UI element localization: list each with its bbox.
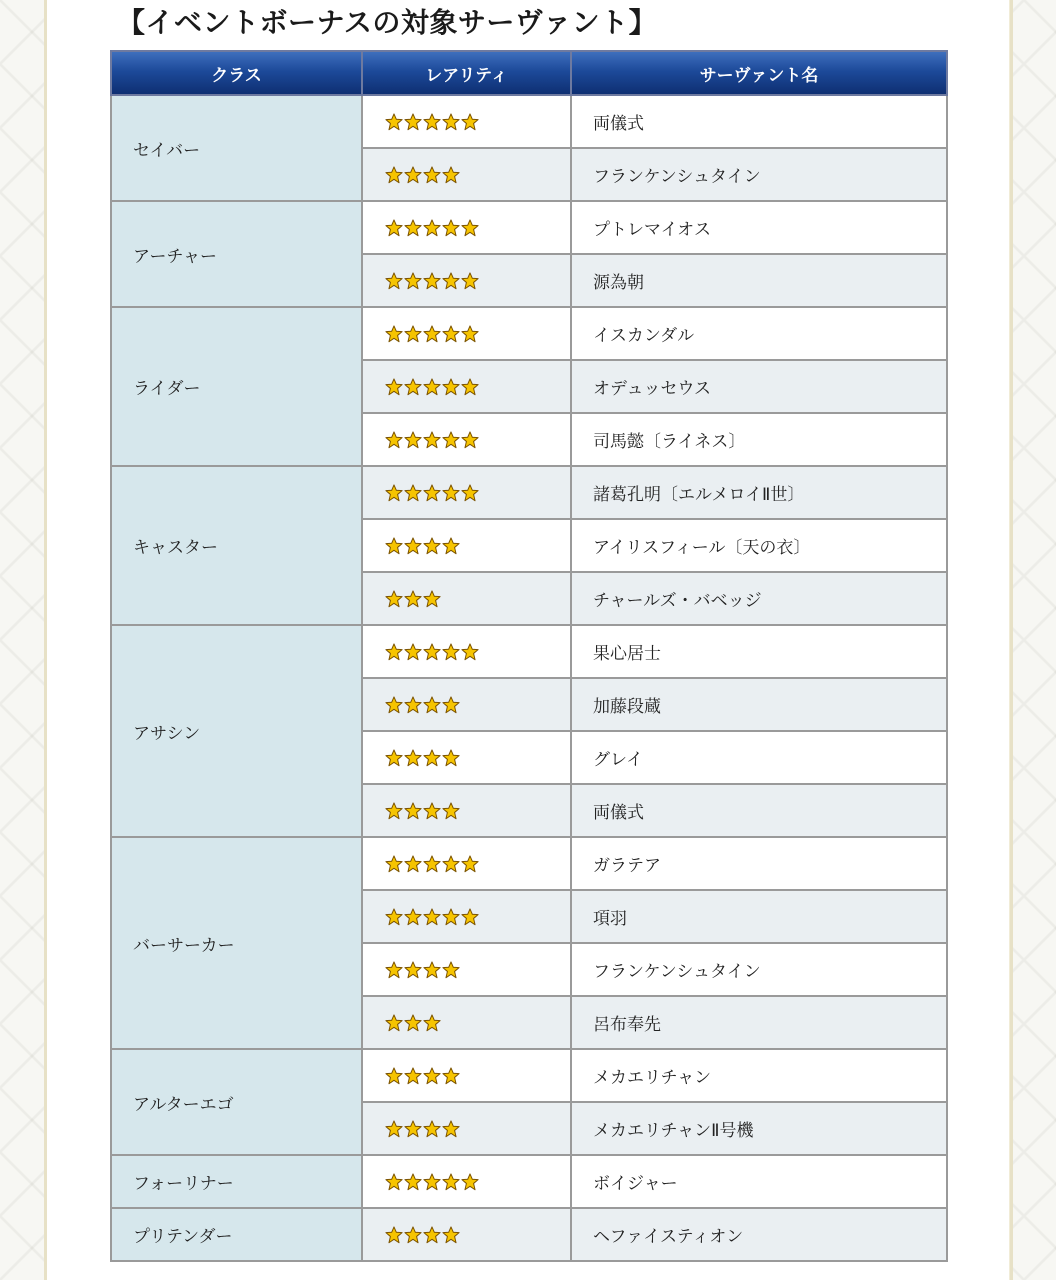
star-icon — [442, 1173, 460, 1191]
rarity-cell — [362, 413, 571, 466]
servant-name-cell: 諸葛孔明〔エルメロイⅡ世〕 — [571, 466, 947, 519]
star-icon — [404, 1067, 422, 1085]
star-icon — [423, 272, 441, 290]
rarity-cell — [362, 360, 571, 413]
star-icon — [442, 219, 460, 237]
star-icon — [461, 908, 479, 926]
star-icon — [385, 643, 403, 661]
rarity-cell — [362, 943, 571, 996]
column-header-rarity: レアリティ — [362, 51, 571, 95]
class-cell: バーサーカー — [111, 837, 362, 1049]
star-icon — [404, 961, 422, 979]
class-cell: アルターエゴ — [111, 1049, 362, 1155]
class-cell: キャスター — [111, 466, 362, 625]
table-row — [111, 95, 947, 148]
rarity-cell — [362, 731, 571, 784]
star-icon — [442, 961, 460, 979]
table-row — [111, 837, 947, 890]
star-icon — [404, 1120, 422, 1138]
star-icon — [442, 272, 460, 290]
star-icon — [423, 1067, 441, 1085]
star-icon — [404, 219, 422, 237]
star-icon — [423, 908, 441, 926]
star-icon — [404, 484, 422, 502]
rarity-cell — [362, 625, 571, 678]
star-icon — [385, 166, 403, 184]
servant-name-cell: アイリスフィール〔天の衣〕 — [571, 519, 947, 572]
star-icon — [461, 431, 479, 449]
star-icon — [423, 802, 441, 820]
star-icon — [442, 696, 460, 714]
star-icon — [423, 590, 441, 608]
rarity-cell — [362, 784, 571, 837]
rarity-cell — [362, 95, 571, 148]
servant-name-cell: フランケンシュタイン — [571, 943, 947, 996]
servant-name-cell: ヘファイスティオン — [571, 1208, 947, 1261]
star-icon — [442, 802, 460, 820]
star-icon — [385, 1067, 403, 1085]
rarity-cell — [362, 254, 571, 307]
rarity-cell — [362, 1155, 571, 1208]
star-icon — [385, 1014, 403, 1032]
servant-name-cell: メカエリチャンⅡ号機 — [571, 1102, 947, 1155]
star-icon — [423, 1226, 441, 1244]
star-icon — [423, 961, 441, 979]
column-header-class: クラス — [111, 51, 362, 95]
servant-name-cell: チャールズ・バベッジ — [571, 572, 947, 625]
star-icon — [442, 378, 460, 396]
page-title: 【イベントボーナスの対象サーヴァント】 — [117, 6, 658, 39]
star-icon — [423, 855, 441, 873]
star-icon — [404, 537, 422, 555]
servant-name-cell: 項羽 — [571, 890, 947, 943]
rarity-cell — [362, 678, 571, 731]
star-icon — [385, 378, 403, 396]
star-icon — [461, 643, 479, 661]
rarity-cell — [362, 837, 571, 890]
column-header-servant-name: サーヴァント名 — [571, 51, 947, 95]
servant-name-cell: 果心居士 — [571, 625, 947, 678]
servant-name-cell: グレイ — [571, 731, 947, 784]
star-icon — [423, 219, 441, 237]
servant-name-cell: 源為朝 — [571, 254, 947, 307]
star-icon — [442, 643, 460, 661]
servant-name-cell: プトレマイオス — [571, 201, 947, 254]
class-cell: アーチャー — [111, 201, 362, 307]
star-icon — [442, 749, 460, 767]
star-icon — [423, 325, 441, 343]
table-row — [111, 625, 947, 678]
table-row — [111, 1155, 947, 1208]
class-cell: プリテンダー — [111, 1208, 362, 1261]
star-icon — [404, 166, 422, 184]
star-icon — [404, 1173, 422, 1191]
star-icon — [404, 802, 422, 820]
star-icon — [385, 431, 403, 449]
star-icon — [423, 1014, 441, 1032]
star-icon — [404, 1014, 422, 1032]
rarity-cell — [362, 1102, 571, 1155]
servant-name-cell: ガラテア — [571, 837, 947, 890]
star-icon — [404, 749, 422, 767]
star-icon — [404, 696, 422, 714]
table-row — [111, 307, 947, 360]
star-icon — [442, 855, 460, 873]
star-icon — [442, 1067, 460, 1085]
star-icon — [423, 166, 441, 184]
star-icon — [385, 537, 403, 555]
star-icon — [404, 272, 422, 290]
star-icon — [404, 113, 422, 131]
rarity-cell — [362, 519, 571, 572]
star-icon — [385, 855, 403, 873]
star-icon — [423, 749, 441, 767]
star-icon — [385, 272, 403, 290]
star-icon — [423, 1173, 441, 1191]
star-icon — [442, 325, 460, 343]
star-icon — [385, 113, 403, 131]
servant-name-cell: 両儀式 — [571, 784, 947, 837]
class-cell: ライダー — [111, 307, 362, 466]
rarity-cell — [362, 572, 571, 625]
star-icon — [423, 113, 441, 131]
servant-name-cell: 両儀式 — [571, 95, 947, 148]
star-icon — [385, 696, 403, 714]
servant-name-cell: 加藤段蔵 — [571, 678, 947, 731]
star-icon — [442, 166, 460, 184]
star-icon — [423, 537, 441, 555]
star-icon — [423, 431, 441, 449]
star-icon — [442, 908, 460, 926]
star-icon — [385, 1120, 403, 1138]
star-icon — [442, 1120, 460, 1138]
rarity-cell — [362, 996, 571, 1049]
star-icon — [404, 325, 422, 343]
star-icon — [385, 961, 403, 979]
star-icon — [442, 484, 460, 502]
star-icon — [404, 1226, 422, 1244]
rarity-cell — [362, 890, 571, 943]
table-row — [111, 1208, 947, 1261]
table-body — [111, 95, 947, 1261]
rarity-cell — [362, 466, 571, 519]
table-row — [111, 201, 947, 254]
rarity-cell — [362, 1049, 571, 1102]
star-icon — [442, 537, 460, 555]
class-cell: アサシン — [111, 625, 362, 837]
star-icon — [442, 1226, 460, 1244]
class-cell: フォーリナー — [111, 1155, 362, 1208]
servant-name-cell: 司馬懿〔ライネス〕 — [571, 413, 947, 466]
frame-border-right — [1009, 0, 1013, 1280]
star-icon — [423, 643, 441, 661]
rarity-cell — [362, 307, 571, 360]
star-icon — [404, 378, 422, 396]
rarity-cell — [362, 201, 571, 254]
servant-name-cell: 呂布奉先 — [571, 996, 947, 1049]
star-icon — [461, 325, 479, 343]
star-icon — [461, 272, 479, 290]
star-icon — [385, 1173, 403, 1191]
star-icon — [404, 908, 422, 926]
star-icon — [423, 696, 441, 714]
star-icon — [404, 590, 422, 608]
star-icon — [385, 325, 403, 343]
star-icon — [423, 484, 441, 502]
star-icon — [385, 802, 403, 820]
class-cell: セイバー — [111, 95, 362, 201]
star-icon — [442, 431, 460, 449]
star-icon — [385, 1226, 403, 1244]
star-icon — [385, 219, 403, 237]
table-row — [111, 1049, 947, 1102]
servant-name-cell: オデュッセウス — [571, 360, 947, 413]
servant-name-cell: イスカンダル — [571, 307, 947, 360]
star-icon — [461, 855, 479, 873]
star-icon — [461, 484, 479, 502]
star-icon — [461, 219, 479, 237]
servant-name-cell: ボイジャー — [571, 1155, 947, 1208]
servant-name-cell: フランケンシュタイン — [571, 148, 947, 201]
star-icon — [423, 378, 441, 396]
star-icon — [385, 590, 403, 608]
event-bonus-servant-table — [110, 50, 948, 1262]
star-icon — [385, 908, 403, 926]
star-icon — [385, 749, 403, 767]
rarity-cell — [362, 148, 571, 201]
table-header-row — [111, 51, 947, 95]
star-icon — [404, 431, 422, 449]
star-icon — [461, 113, 479, 131]
table-row — [111, 466, 947, 519]
servant-name-cell: メカエリチャン — [571, 1049, 947, 1102]
star-icon — [404, 643, 422, 661]
star-icon — [423, 1120, 441, 1138]
rarity-cell — [362, 1208, 571, 1261]
star-icon — [461, 1173, 479, 1191]
star-icon — [461, 378, 479, 396]
star-icon — [442, 113, 460, 131]
star-icon — [385, 484, 403, 502]
star-icon — [404, 855, 422, 873]
